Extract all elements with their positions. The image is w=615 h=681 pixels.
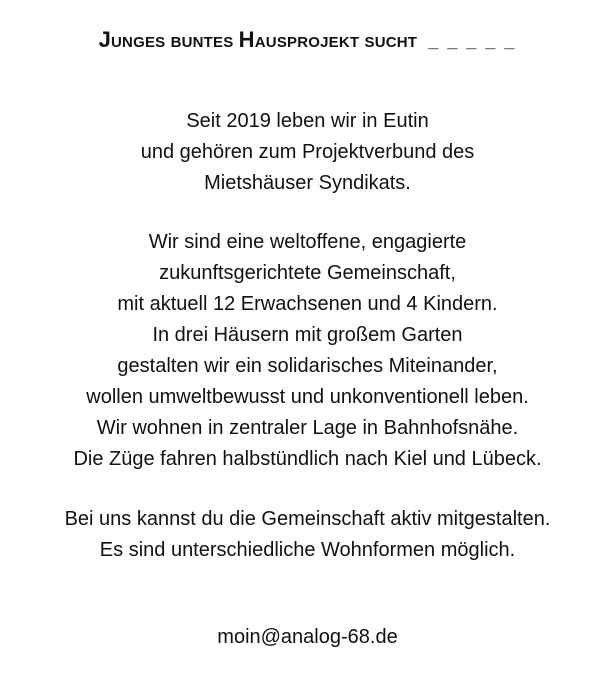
contact-email: moin@analog-68.de xyxy=(217,626,398,648)
headline-word-sucht: sucht xyxy=(364,27,418,52)
headline-blank: _ _ _ _ _ xyxy=(428,31,517,51)
about-paragraph xyxy=(0,227,615,475)
about-line: Wir wohnen in zentraler Lage in Bahnhofsnähe. xyxy=(96,417,519,439)
headline xyxy=(0,27,615,54)
about-line: gestalten wir ein solidarisches Miteinander, xyxy=(117,355,498,377)
headline-word-buntes: bunte xyxy=(170,27,224,52)
headline-initial-h: H xyxy=(238,27,255,52)
headline-word-hausprojekt: ausprojekt xyxy=(254,27,360,52)
headline-initial-j: J xyxy=(98,27,112,52)
about-line: In drei Häusern mit großem Garten xyxy=(152,324,463,346)
invitation-line: Bei uns kannst du die Gemeinschaft aktiv mitgestalten. xyxy=(64,508,551,530)
intro-line: Mietshäuser Syndikats. xyxy=(204,172,411,194)
about-line: Die Züge fahren halbstündlich nach Kiel und Lübeck. xyxy=(73,448,542,470)
invitation-paragraph xyxy=(0,504,615,566)
invitation-line: Es sind unterschiedliche Wohnformen möglich. xyxy=(99,539,516,561)
about-line: mit aktuell 12 Erwachsenen und 4 Kindern. xyxy=(117,293,498,315)
about-line: wollen umweltbewusst und unkonventionell leben. xyxy=(86,386,529,408)
headline-word-junges: unges xyxy=(111,27,166,52)
intro-paragraph xyxy=(0,106,615,199)
intro-line: Seit 2019 leben wir in Eutin xyxy=(186,110,429,132)
intro-line: und gehören zum Projektverbund des xyxy=(140,141,475,163)
headline-word-buntes-suffix: s xyxy=(223,27,234,52)
about-line: Wir sind eine weltoffene, engagierte xyxy=(148,231,467,253)
about-line: zukunftsgerichtete Gemeinschaft, xyxy=(159,262,456,284)
